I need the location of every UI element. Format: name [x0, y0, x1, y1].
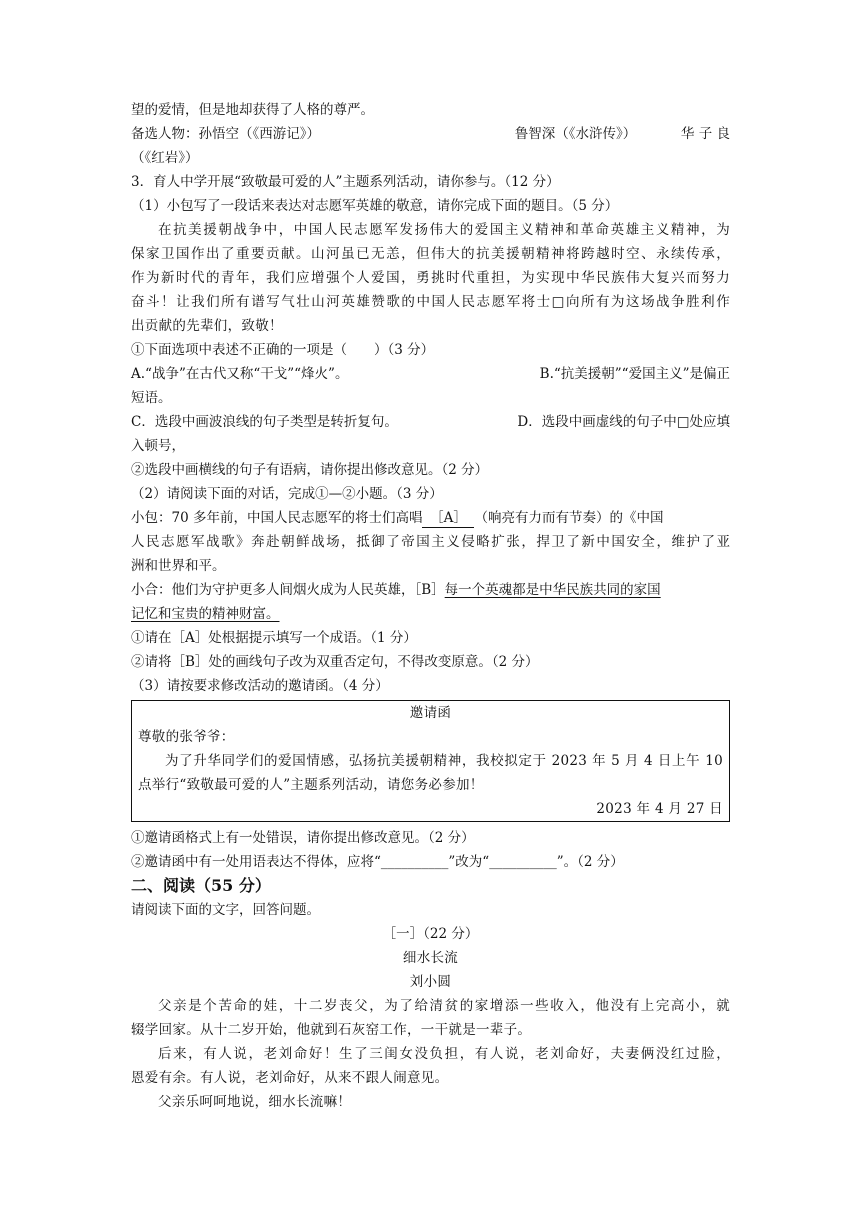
question-c: ①请在［A］处根据提示填写一个成语。（1 分） — [131, 630, 417, 646]
option-a: A.“战争”在古代又称“干戈”“烽火”。 — [131, 366, 349, 382]
passage-line: 在抗美援朝战争中，中国人民志愿军发扬伟大的爱国主义精神和革命英雄主义精神，为 — [158, 222, 730, 238]
candidate-row — [131, 122, 730, 146]
question-text: ”改为“ — [448, 854, 490, 870]
section-intro: 请阅读下面的文字，回答问题。 — [131, 902, 320, 918]
text-line: 望的爱情，但是地却获得了人格的尊严。 — [131, 102, 374, 118]
question-text: ”。（2 分） — [556, 854, 624, 870]
question-e: ①邀请函格式上有一处错误，请你提出修改意见。（2 分） — [131, 830, 475, 846]
section-2-title: 二、阅读（55 分） — [131, 876, 271, 895]
story-title: 细水长流 — [402, 950, 459, 966]
option-d: D．选段中画虚线的句子中□处应填 — [517, 414, 730, 430]
dialogue-text: 小包：70 多年前，中国人民志愿军的将士们高唱 — [131, 510, 423, 526]
answer-blank: __________ — [380, 854, 449, 870]
part-heading: ［一］（22 分） — [382, 926, 479, 942]
passage-line: 出贡献的先辈们，致敬！ — [131, 318, 283, 334]
question-text: ②邀请函中有一处用语表达不得体，应将“ — [131, 854, 381, 870]
option-b: B.“抗美援朝”“爱国主义”是偏正 — [539, 366, 730, 382]
dialogue-line: 人民志愿军战歌》奔赴朝鲜战场，抵御了帝国主义侵略扩张，捍卫了新中国安全，维护了亚 — [131, 534, 730, 550]
question-3: 3．育人中学开展“致敬最可爱的人”主题系列活动，请你参与。（12 分） — [131, 174, 560, 190]
question-3-3: （3）请按要求修改活动的邀请函。（4 分） — [131, 678, 389, 694]
dialogue-line — [131, 506, 730, 530]
story-line: 后来，有人说，老刘命好！生了三闺女没负担，有人说，老刘命好，夫妻俩没红过脸， — [158, 1046, 730, 1062]
invitation-body: 点举行“致敬最可爱的人”主题系列活动，请您务必参加！ — [138, 777, 484, 793]
dialogue-text: （响亮有力而有节奏）的《中国 — [474, 510, 664, 526]
blank-a: ［A］ — [422, 509, 474, 528]
candidate-sun: 备选人物：孙悟空（《西游记》） — [131, 126, 320, 142]
option-row — [131, 410, 730, 434]
passage-line: 作为新时代的青年，我们应增强个人爱国，勇挑时代重担，为实现中华民族伟大复兴而努力 — [131, 270, 730, 286]
passage-line: 奋斗！让我们所有谱写气壮山河英雄赞歌的中国人民志愿军将士□向所有为这场战争胜利作 — [131, 294, 730, 310]
invitation-body: 为了升华同学们的爱国情感，弘扬抗美援朝精神，我校拟定于 2023 年 5 月 4 日上午 10 — [165, 753, 723, 769]
underlined-sentence: 每一个英魂都是中华民族共同的家国 — [444, 582, 661, 598]
question-b: ②选段中画横线的句子有语病，请你提出修改意见。（2 分） — [131, 462, 489, 478]
dialogue-line: 洲和世界和平。 — [131, 558, 226, 574]
invitation-salutation: 尊敬的张爷爷： — [138, 729, 235, 745]
option-row — [131, 362, 730, 386]
text-line: （《红岩》） — [131, 150, 199, 166]
invitation-title: 邀请函 — [409, 705, 452, 721]
text-line: 短语。 — [131, 390, 172, 406]
dialogue-text: 小合：他们为守护更多人间烟火成为人民英雄，［B］ — [131, 582, 445, 598]
candidate-hua: 华 子 良 — [680, 126, 730, 142]
underlined-sentence: 记忆和宝贵的精神财富。 — [131, 606, 280, 622]
invitation-box — [131, 700, 730, 822]
text-line: 入顿号， — [131, 438, 185, 454]
passage-line: 保家卫国作出了重要贡献。山河虽已无恙，但伟大的抗美援朝精神将跨越时空、永续传承， — [131, 246, 730, 262]
dialogue-line — [131, 602, 730, 626]
candidate-lu: 鲁智深（《水浒传》） — [514, 126, 637, 142]
question-f — [131, 850, 730, 874]
story-line: 父亲是个苦命的娃，十二岁丧父，为了给清贫的家增添一些收入，他没有上完高小，就 — [158, 998, 730, 1014]
dialogue-line — [131, 578, 730, 602]
question-d: ②请将［B］处的画线句子改为双重否定句，不得改变原意。（2 分） — [131, 654, 539, 670]
question-3-2: （2）请阅读下面的对话，完成①—②小题。（3 分） — [131, 486, 443, 502]
question-a: ①下面选项中表述不正确的一项是（ ）（3 分） — [131, 342, 435, 358]
story-line: 父亲乐呵呵地说，细水长流嘛！ — [158, 1094, 352, 1110]
question-3-1: （1）小包写了一段话来表达对志愿军英雄的敬意，请你完成下面的题目。（5 分） — [131, 198, 619, 214]
option-c: C．选段中画波浪线的句子类型是转折复句。 — [131, 414, 398, 430]
story-line: 辍学回家。从十二岁开始，他就到石灰窑工作，一干就是一辈子。 — [131, 1022, 532, 1038]
document-page — [131, 98, 730, 1114]
story-line: 恩爱有余。有人说，老刘命好，从来不跟人闹意见。 — [131, 1070, 449, 1086]
invitation-date: 2023 年 4 月 27 日 — [596, 801, 723, 817]
story-author: 刘小圆 — [409, 974, 452, 990]
answer-blank: __________ — [489, 854, 557, 870]
